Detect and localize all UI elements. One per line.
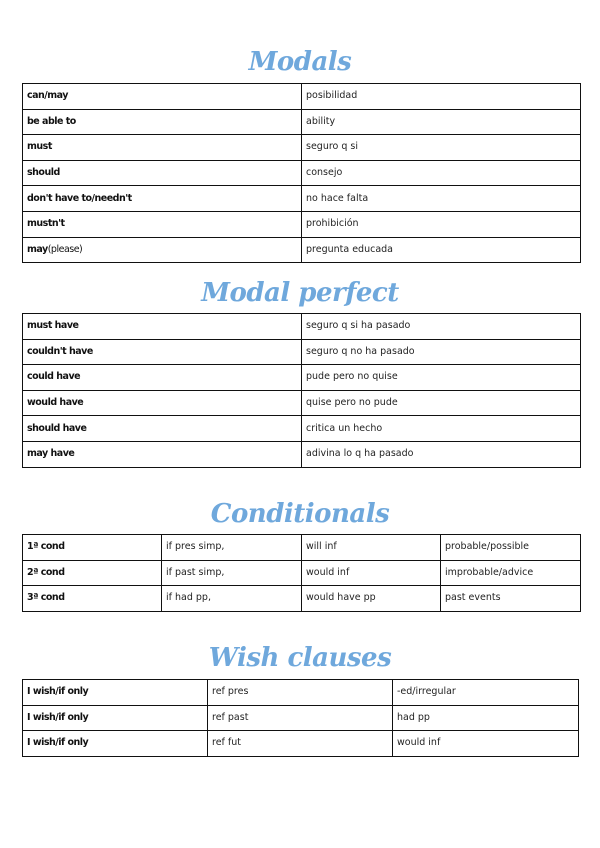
modal-perfect-form: couldn't have — [23, 339, 302, 365]
modal-perfect-meaning: seguro q no ha pasado — [302, 339, 581, 365]
modal-meaning: consejo — [302, 160, 581, 186]
modal-perfect-table — [22, 313, 581, 468]
table-row — [23, 211, 581, 237]
condition-use: past events — [441, 586, 581, 612]
wish-clauses-table — [22, 679, 579, 757]
modal-perfect-meaning: quise pero no pude — [302, 390, 581, 416]
modal-verb-word: may — [27, 243, 48, 255]
table-row — [23, 237, 581, 263]
modal-verb: can/may — [23, 84, 302, 110]
table-row — [23, 186, 581, 212]
modal-perfect-form: must have — [23, 314, 302, 340]
modal-meaning: ability — [302, 109, 581, 135]
table-row — [23, 160, 581, 186]
conditionals-table — [22, 534, 581, 612]
wish-verb-form: would inf — [393, 731, 579, 757]
modals-title: Modals — [248, 47, 352, 77]
modal-verb: must — [23, 135, 302, 161]
if-clause: if past simp, — [162, 560, 302, 586]
table-row — [23, 314, 581, 340]
modal-perfect-form: could have — [23, 365, 302, 391]
condition-type: 2ª cond — [23, 560, 162, 586]
table-row — [23, 365, 581, 391]
main-clause: would have pp — [302, 586, 441, 612]
wish-verb-form: had pp — [393, 705, 579, 731]
table-row — [23, 535, 581, 561]
condition-type: 3ª cond — [23, 586, 162, 612]
modals-table — [22, 83, 581, 263]
wish-reference: ref fut — [208, 731, 393, 757]
modal-verb: should — [23, 160, 302, 186]
table-row — [23, 109, 581, 135]
table-row — [23, 680, 579, 706]
modal-perfect-form: would have — [23, 390, 302, 416]
if-clause: if pres simp, — [162, 535, 302, 561]
condition-type: 1ª cond — [23, 535, 162, 561]
modal-meaning: prohibición — [302, 211, 581, 237]
if-clause: if had pp, — [162, 586, 302, 612]
table-row — [23, 84, 581, 110]
table-row — [23, 705, 579, 731]
modal-perfect-meaning: seguro q si ha pasado — [302, 314, 581, 340]
conditionals-title: Conditionals — [210, 499, 390, 529]
wish-reference: ref pres — [208, 680, 393, 706]
modal-meaning: seguro q si — [302, 135, 581, 161]
wish-clauses-title: Wish clauses — [208, 643, 392, 673]
modal-perfect-form: should have — [23, 416, 302, 442]
wish-form: I wish/if only — [23, 731, 208, 757]
table-row — [23, 560, 581, 586]
modal-perfect-meaning: pude pero no quise — [302, 365, 581, 391]
modal-meaning: pregunta educada — [302, 237, 581, 263]
wish-verb-form: -ed/irregular — [393, 680, 579, 706]
condition-use: probable/possible — [441, 535, 581, 561]
modal-verb: mustn't — [23, 211, 302, 237]
table-row — [23, 441, 581, 467]
wish-form: I wish/if only — [23, 680, 208, 706]
wish-form: I wish/if only — [23, 705, 208, 731]
main-clause: would inf — [302, 560, 441, 586]
modal-verb-note: (please) — [47, 243, 83, 255]
modal-perfect-meaning: critica un hecho — [302, 416, 581, 442]
modal-verb: be able to — [23, 109, 302, 135]
modal-verb: don't have to/needn't — [23, 186, 302, 212]
modal-verb — [23, 237, 302, 263]
table-row — [23, 416, 581, 442]
modal-perfect-form: may have — [23, 441, 302, 467]
modal-meaning: posibilidad — [302, 84, 581, 110]
table-row — [23, 390, 581, 416]
table-row — [23, 731, 579, 757]
condition-use: improbable/advice — [441, 560, 581, 586]
table-row — [23, 135, 581, 161]
main-clause: will inf — [302, 535, 441, 561]
table-row — [23, 586, 581, 612]
modal-meaning: no hace falta — [302, 186, 581, 212]
modal-perfect-title: Modal perfect — [201, 278, 399, 308]
wish-reference: ref past — [208, 705, 393, 731]
table-row — [23, 339, 581, 365]
modal-perfect-meaning: adivina lo q ha pasado — [302, 441, 581, 467]
